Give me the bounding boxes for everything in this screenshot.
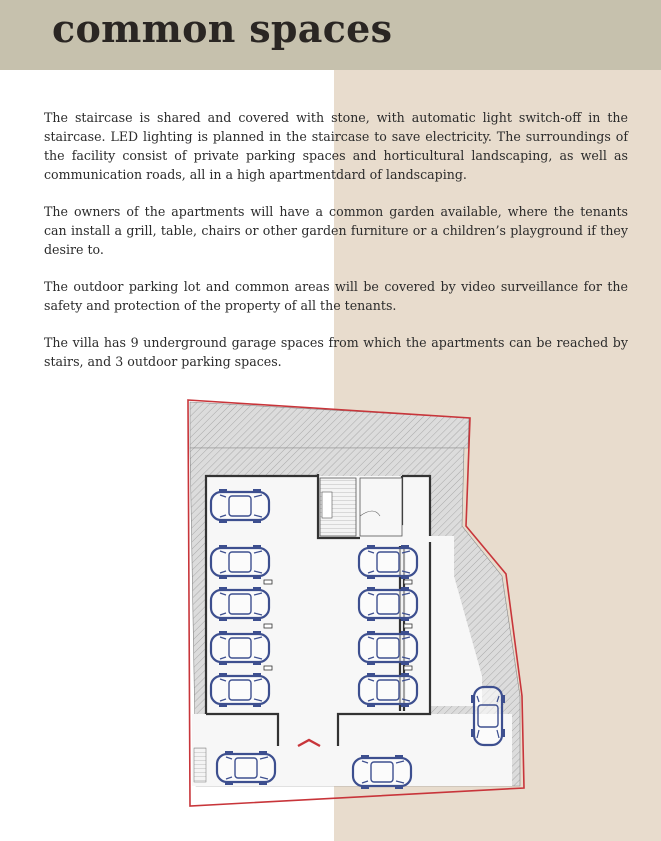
paragraph-surveillance: The outdoor parking lot and common areas will be covered by video surveillance for the safety and protection of the property of all the tenants. <box>44 279 628 313</box>
floor-plan <box>182 396 530 810</box>
car-icon <box>359 545 417 579</box>
storage-room <box>360 478 402 536</box>
car-icon <box>211 631 269 665</box>
car-icon <box>353 755 411 789</box>
page-title: common spaces <box>52 6 393 51</box>
car-icon <box>359 631 417 665</box>
paragraph-staircase: The staircase is shared and covered with stone, with automatic light switch-off in the staircase. LED lighting is planned in the staircase to save electricity. The surroundings of the facility consist of private parking spaces and horticultural landscaping, as well as communication roads, all in a high apartmentdard of landscaping. <box>44 110 628 182</box>
outdoor-steps <box>194 748 206 782</box>
car-icon <box>471 687 505 745</box>
stair-core <box>322 492 332 518</box>
car-icon <box>211 489 269 523</box>
car-icon <box>211 545 269 579</box>
paragraph-parking: The villa has 9 underground garage spaces from which the apartments can be reached by stairs, and 3 outdoor parking spaces. <box>44 335 628 369</box>
car-icon <box>211 673 269 707</box>
car-icon <box>359 587 417 621</box>
car-icon <box>211 587 269 621</box>
car-icon <box>359 673 417 707</box>
car-icon <box>217 751 275 785</box>
body-text <box>44 108 628 389</box>
paragraph-garden: The owners of the apartments will have a common garden available, where the tenants can install a grill, table, chairs or other garden furniture or a children’s playground if they desire to. <box>44 204 628 257</box>
floor-plan-drawing <box>182 396 530 810</box>
